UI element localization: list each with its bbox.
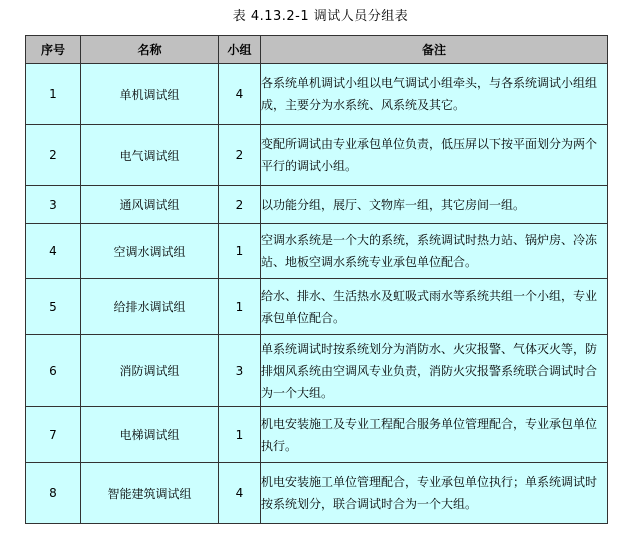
cell-no: 5 (26, 279, 81, 335)
cell-note: 空调水系统是一个大的系统，系统调试时热力站、锅炉房、冷冻站、地板空调水系统专业承包单位配合。 (261, 224, 608, 279)
cell-no: 1 (26, 64, 81, 125)
table-row (26, 64, 608, 125)
cell-no: 2 (26, 125, 81, 186)
cell-no: 7 (26, 407, 81, 463)
cell-name: 给排水调试组 (81, 279, 219, 335)
cell-note: 变配所调试由专业承包单位负责，低压屏以下按平面划分为两个平行的调试小组。 (261, 125, 608, 186)
cell-no: 6 (26, 335, 81, 407)
cell-count: 4 (219, 463, 261, 524)
table-row (26, 335, 608, 407)
personnel-group-table (25, 35, 608, 524)
table-row (26, 463, 608, 524)
table-row (26, 279, 608, 335)
cell-no: 8 (26, 463, 81, 524)
cell-count: 4 (219, 64, 261, 125)
cell-name: 通风调试组 (81, 186, 219, 224)
table-row (26, 224, 608, 279)
cell-no: 3 (26, 186, 81, 224)
cell-name: 电气调试组 (81, 125, 219, 186)
cell-no: 4 (26, 224, 81, 279)
cell-count: 2 (219, 186, 261, 224)
header-count: 小组 (219, 36, 261, 64)
cell-name: 智能建筑调试组 (81, 463, 219, 524)
cell-note: 各系统单机调试小组以电气调试小组牵头，与各系统调试小组组成，主要分为水系统、风系统及其它。 (261, 64, 608, 125)
table-row (26, 125, 608, 186)
header-name: 名称 (81, 36, 219, 64)
table-row (26, 407, 608, 463)
cell-name: 空调水调试组 (81, 224, 219, 279)
cell-count: 1 (219, 407, 261, 463)
cell-note: 给水、排水、生活热水及虹吸式雨水等系统共组一个小组，专业承包单位配合。 (261, 279, 608, 335)
table-header-row (26, 36, 608, 64)
header-note: 备注 (261, 36, 608, 64)
cell-name: 电梯调试组 (81, 407, 219, 463)
cell-note: 机电安装施工及专业工程配合服务单位管理配合，专业承包单位执行。 (261, 407, 608, 463)
table-caption: 表 4.13.2-1 调试人员分组表 (232, 9, 409, 24)
cell-count: 1 (219, 279, 261, 335)
cell-count: 2 (219, 125, 261, 186)
cell-note: 以功能分组，展厅、文物库一组，其它房间一组。 (261, 186, 608, 224)
cell-count: 1 (219, 224, 261, 279)
cell-note: 单系统调试时按系统划分为消防水、火灾报警、气体灭火等，防排烟风系统由空调风专业负责，消防火灾报警系统联合调试时合为一个大组。 (261, 335, 608, 407)
cell-count: 3 (219, 335, 261, 407)
table-row (26, 186, 608, 224)
header-no: 序号 (26, 36, 81, 64)
cell-name: 消防调试组 (81, 335, 219, 407)
cell-name: 单机调试组 (81, 64, 219, 125)
cell-note: 机电安装施工单位管理配合，专业承包单位执行；单系统调试时按系统划分，联合调试时合为一个大组。 (261, 463, 608, 524)
